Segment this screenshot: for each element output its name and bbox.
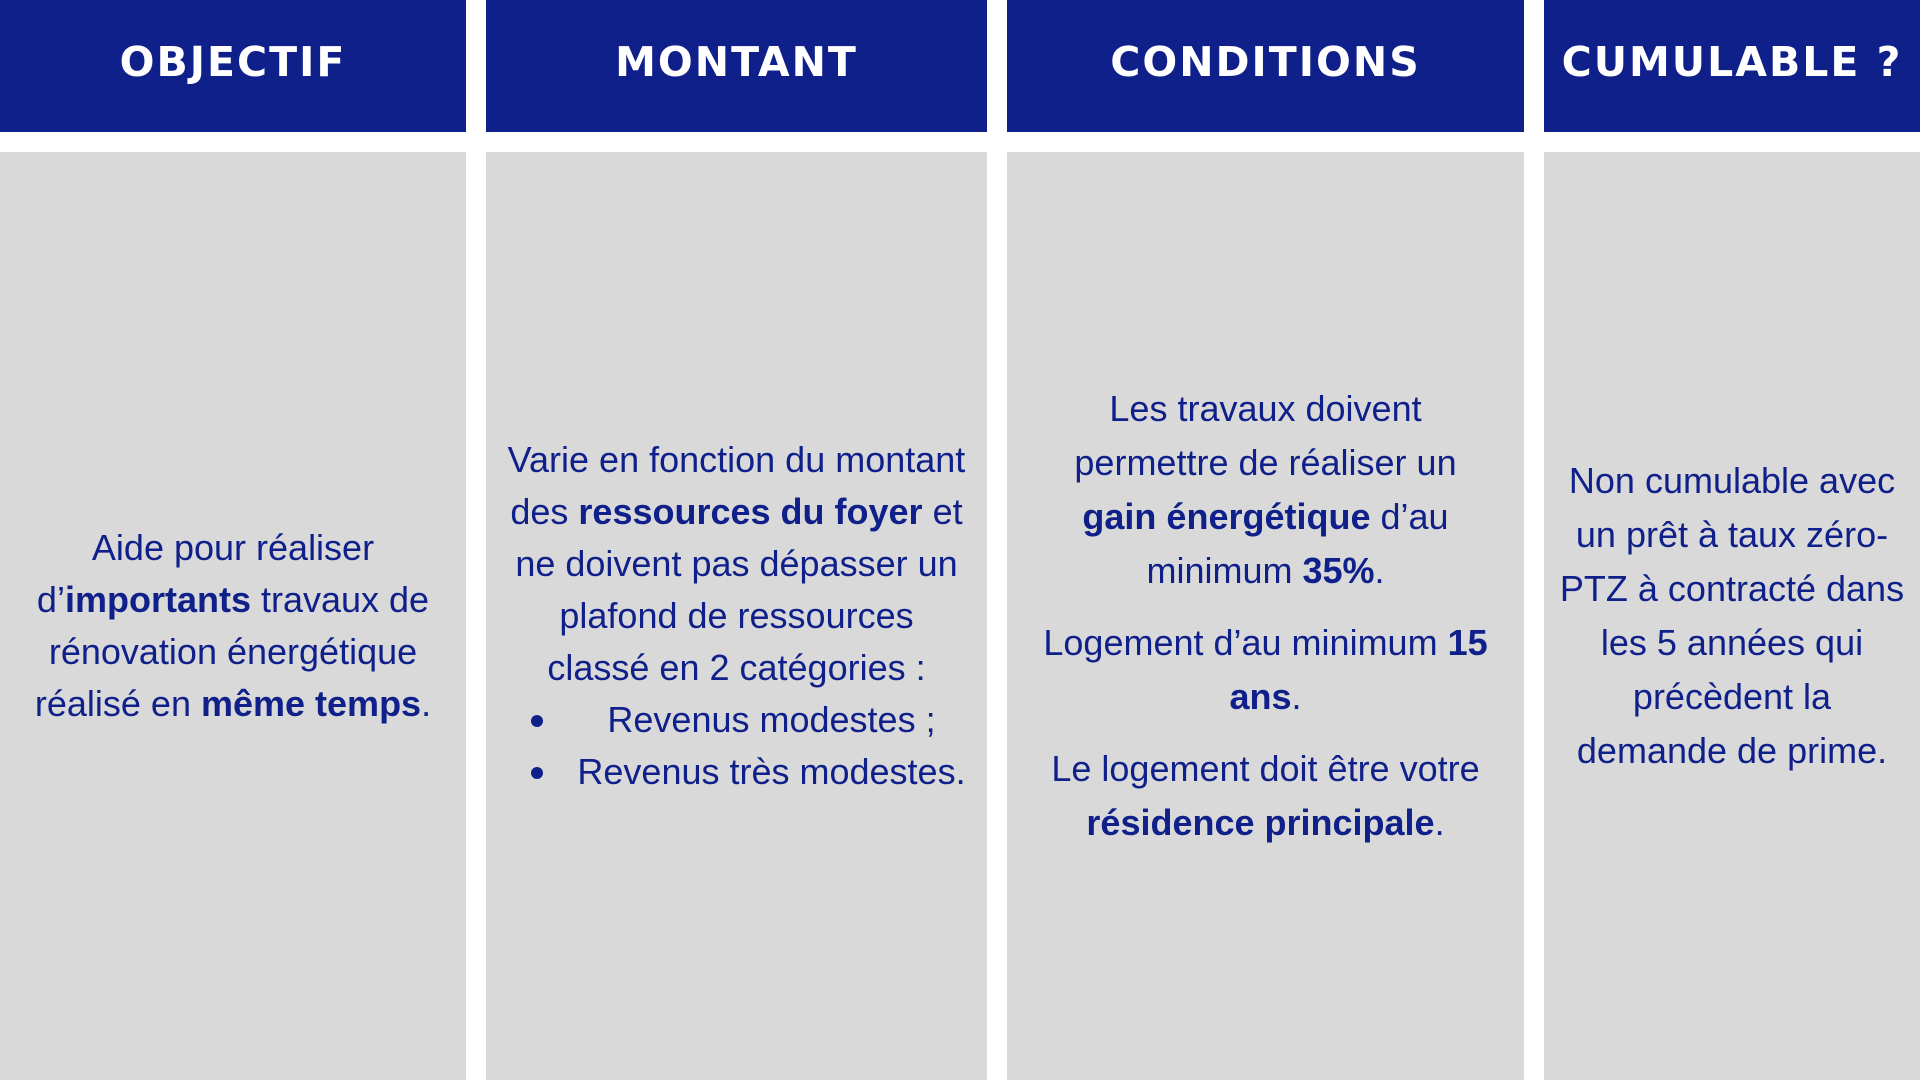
column-body <box>1544 152 1920 1080</box>
bullet-icon <box>531 767 543 779</box>
bullet-icon <box>531 715 543 727</box>
emphasis: ressources du foyer <box>578 491 923 532</box>
condition-residence: Le logement doit être votre résidence principale. <box>1051 748 1480 843</box>
column-header <box>1007 0 1524 132</box>
list-item: Revenus très modestes. <box>507 746 967 798</box>
condition-age: Logement d’au minimum 15 ans. <box>1043 622 1488 717</box>
column-header <box>1544 0 1920 132</box>
emphasis: 15 ans <box>1229 622 1488 717</box>
objectif-text: Aide pour réaliser d’importants travaux de rénovation énergétique réalisé en même temps. <box>34 527 432 724</box>
montant-text: Varie en fonction du montant des ressources du foyer et ne doivent pas dépasser un plafond de ressources classé en 2 catégories : Revenus modestes ; Revenus très modestes. <box>507 434 967 798</box>
emphasis: importants <box>64 579 251 620</box>
condition-gain: Les travaux doivent permettre de réaliser un gain énergétique d’au minimum 35%. <box>1074 388 1457 591</box>
revenue-category-list <box>507 694 967 798</box>
column-header-label: OBJECTIF <box>119 38 347 86</box>
column-header <box>0 0 466 132</box>
column-header <box>486 0 987 132</box>
column-header-label: MONTANT <box>615 38 858 86</box>
emphasis: 35% <box>1302 550 1375 591</box>
column-header-label: CONDITIONS <box>1110 38 1421 86</box>
column-body <box>0 152 466 1080</box>
emphasis: gain énergétique <box>1082 496 1371 537</box>
emphasis: résidence principale <box>1086 802 1435 843</box>
emphasis: même temps <box>200 683 422 724</box>
conditions-text <box>1036 382 1496 850</box>
column-header-label: CUMULABLE ? <box>1561 38 1903 86</box>
list-item: Revenus modestes ; <box>507 694 967 746</box>
cumulable-text: Non cumulable avec un prêt à taux zéro-PTZ à contracté dans les 5 années qui précèdent la demande de prime. <box>1559 460 1905 771</box>
column-body <box>486 152 987 1080</box>
column-body <box>1007 152 1524 1080</box>
